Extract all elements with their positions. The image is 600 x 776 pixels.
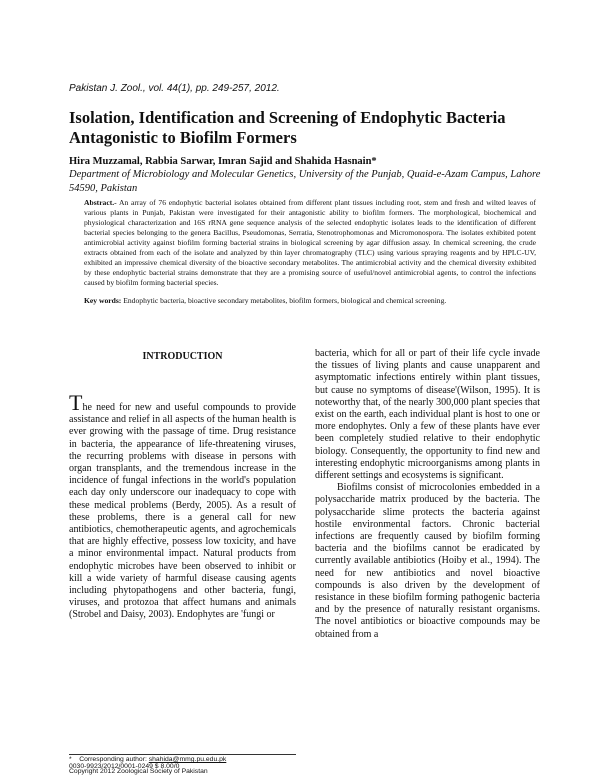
footnote-divider (69, 754, 296, 755)
footnote-copyright: Copyright 2012 Zoological Society of Pakistan (69, 768, 208, 775)
intro-paragraph-2: Biofilms consist of microcolonies embedded in a polysaccharide matrix produced by the bacteria. The polysaccharide slime protects the bacteria against hostile environmental factors. Chronic bacterial infections are frequently caused by biofilm forming bacteria and the biofilms cannot be eradicated by currently available antibiotics (Hoiby et al., 1994). The need for new antibiotics and novel bioactive compounds is also driven by the development of resistance in these biofilm forming pathogenic bacteria and by the presence of naturally resistant organisms. The novel antibiotics or bioactive compounds may be obtained from a (315, 482, 540, 640)
abstract (84, 198, 536, 288)
footnote-corresponding-label: Corresponding author: (79, 756, 147, 763)
affiliation: Department of Microbiology and Molecular Genetics, University of the Punjab, Quaid-e-Azam Campus, Lahore 54590, Pakistan (69, 169, 541, 194)
intro-paragraph-1-text: he need for new and useful compounds to provide assistance and relief in all aspects of the human health is ever growing with the passage of time. Drug resistance in bacteria, the appearance of life-threatening viruses, the recurring problems with disease in persons with organ transplants, and the tremendous increase in the incidence of fungal infections in the world's population each day only underscore our inadequacy to cope with these medical problems (Berdy, 2005). As a result of these problems, there is a general call for new antibiotics, chemotherapeutic agents, and agrochemicals that are highly effective, possess low toxicity, and have a minor environmental impact. Natural products from endophytic microbes have been observed to inhibit or kill a wide variety of harmful disease causing agents including phytopathogens and other bacteria, fungi, viruses, and protozoa that affect humans and animals (Strobel and Daisy, 2003). Endophytes are 'fungi or (69, 402, 296, 621)
intro-paragraph-1-cont: bacteria, which for all or part of their life cycle invade the tissues of living plants and cause unapparent and asymptomatic infections entirely within plant tissues, but cause no symptoms of disease'(Wilson, 1995). It is noteworthy that, of the nearly 300,000 plant species that exist on the earth, each individual plant is host to one or more endophytes. Only a few of these plants have ever been completely studied relative to their endophytic biology. Consequently, the opportunity to find new and interesting endophytic microorganisms among plants in different settings and ecosystems is significant. (315, 348, 540, 482)
journal-citation: Pakistan J. Zool., vol. 44(1), pp. 249-257, 2012. (69, 83, 280, 94)
body-column-right (315, 348, 540, 641)
author-email-link[interactable]: shahida@mmg.pu.edu.pk (148, 756, 227, 763)
drop-cap: T (69, 390, 83, 415)
section-heading-introduction: INTRODUCTION (142, 351, 223, 362)
keywords-text: Endophytic bacteria, bioactive secondary metabolites, biofilm formers, biological and chemical screening. (123, 296, 447, 305)
footnote-corresponding (69, 756, 226, 763)
author-list: Hira Muzzamal, Rabbia Sarwar, Imran Sajid and Shahida Hasnain* (69, 156, 377, 167)
keywords-label: Key words: (84, 296, 122, 305)
footnote-issn: 0030-9923/2012/0001-0249 $ 8.00/0 (69, 763, 180, 770)
abstract-text: An array of 76 endophytic bacterial isolates obtained from different plant tissues including root, stem and fresh and wilted leaves of various plants in Punjab, Pakistan were investigated for their antagonistic ability to biofilm formers. The morphological, biochemical and physiological characterization and 16S rRNA gene sequence analysis of the selected endophytic isolates leads to the identification of different bacterial species belonging to the genera Bacillus, Pseudomonas, Serratia, Stenotrophomonas and Micromonospora. The isolates exhibited potent antimicrobial activity against biofilm forming bacterial strains in biological screening by agar diffusion assay. In chemical screening, the crude extracts obtained from each of the isolate and analyzed by thin layer chromatography (TLC) using various spraying reagents and by HPLC-UV, exhibited an impressive chemical diversity of the bioactive secondary metabolites. The antimicrobial activity and the chemical diversity exhibited by these endophytic bacterial strains demonstrate that they are a promising source of useful/novel antimicrobial agents, to control the infections caused by biofilm forming bacterial species. (84, 198, 536, 287)
paper-title: Isolation, Identification and Screening of Endophytic Bacteria Antagonistic to Biofilm Formers (69, 108, 506, 147)
keywords (84, 296, 536, 306)
body-column-left (69, 390, 296, 622)
intro-paragraph-1 (69, 390, 296, 622)
footnote-mark: * (69, 756, 72, 763)
abstract-label: Abstract.- (84, 198, 117, 207)
